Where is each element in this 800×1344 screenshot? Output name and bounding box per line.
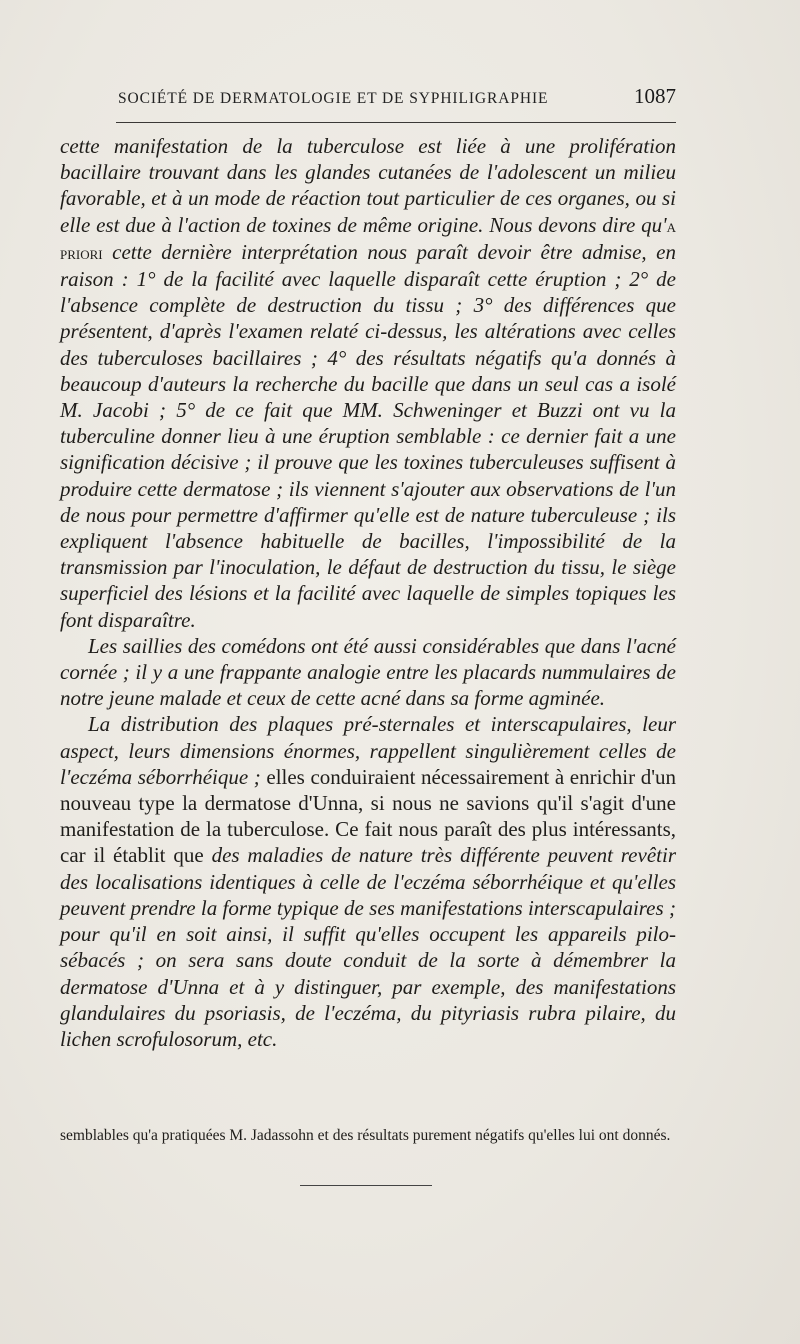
footnote: semblables qu'a pratiquées M. Jadassohn et des résultats purement négatifs qu'elles lui ont donnés.	[60, 1127, 671, 1144]
body-text	[60, 133, 676, 1052]
running-title: SOCIÉTÉ DE DERMATOLOGIE ET DE SYPHILIGRAPHIE	[118, 90, 549, 107]
header-rule	[116, 122, 676, 123]
page-number: 1087	[634, 84, 676, 108]
page-header	[60, 86, 676, 116]
paragraph-3-roman: elles conduiraient nécessairement à enrichir d'un nouveau type la dermatose d'Unna, si nous ne savions qu'il s'agit d'une manifestation de la tuberculose. Ce fait nous paraît des plus intéressants, car il établit que	[60, 764, 676, 868]
paragraph-3-italic-1: La distribution des plaques pré-sternales et interscapulaires, leur aspect, leurs dimensions énormes, rappellent singulièrement celles de l'eczéma séborrhéique ;	[60, 712, 676, 789]
paragraph-2: Les saillies des comédons ont été aussi considérables que dans l'acné cornée ; il y a une frappante analogie entre les placards nummulaires de notre jeune malade et ceux de cette acné dans sa forme agminée.	[60, 633, 676, 711]
paragraph-3-italic-2: des maladies de nature très différente peuvent revêtir des localisations identiques à celle de l'eczéma séborrhéique et qu'elles peuvent prendre la forme typique de ses manifestations interscapulaires ; pour qu'il en soit ainsi, il suffit qu'elles occupent les appareils pilo-sébacés ; on sera sans doute conduit de la sorte à démembrer la dermatose d'Unna et à y distinguer, par exemple, des manifestations glandulaires du psoriasis, de l'eczéma, du pityriasis rubra pilaire, du lichen scrofulosorum, etc.	[60, 843, 676, 1051]
paragraph-3	[60, 711, 676, 1052]
bottom-rule	[300, 1185, 432, 1186]
a-priori-term: a priori	[60, 215, 676, 263]
paragraph-1	[60, 133, 676, 633]
paragraph-1-part-1: cette manifestation de la tuberculose est liée à une prolifération bacillaire trouvant dans les glandes cutanées de l'adolescent un milieu favorable, et à un mode de réaction tout particulier de ces organes, ou si elle est due à l'action de toxines de même origine. Nous devons dire qu'	[60, 134, 676, 237]
paragraph-1-part-2: cette dernière interprétation nous paraît devoir être admise, en raison : 1° de la facilité avec laquelle disparaît cette éruption ; 2° de l'absence complète de destruction du tissu ; 3° des différences que présentent, d'après l'examen relaté ci-dessus, les altérations avec celles des tuberculoses bacillaires ; 4° des résultats négatifs qu'a donnés à beaucoup d'auteurs la recherche du bacille que dans un seul cas a isolé M. Jacobi ; 5° de ce fait que MM. Schweninger et Buzzi ont vu la tuberculine donner lieu à une éruption semblable : ce dernier fait a une signification décisive ; il prouve que les toxines tuberculeuses suffisent à produire cette dermatose ; ils viennent s'ajouter aux observations de l'un de nous pour permettre d'affirmer qu'elle est de nature tuberculeuse ; ils expliquent l'absence habituelle de bacilles, l'impossibilité de la transmission par l'inoculation, le défaut de destruction du tissu, le siège superficiel des lésions et la facilité avec laquelle de simples topiques les font disparaître.	[60, 239, 676, 632]
